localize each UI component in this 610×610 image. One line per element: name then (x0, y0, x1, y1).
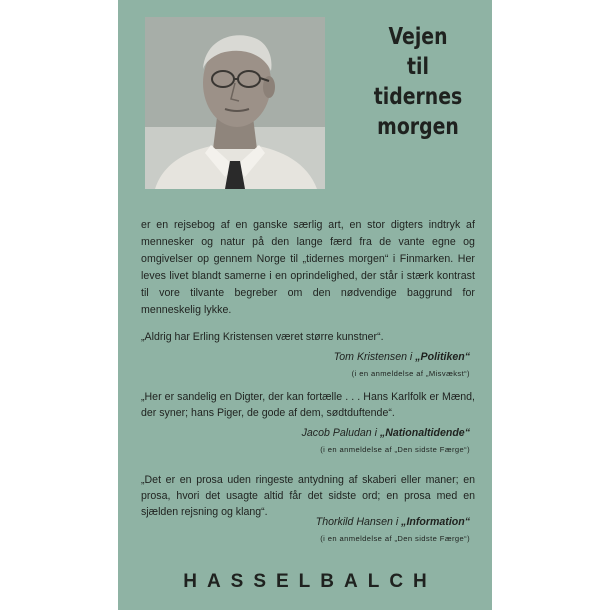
newspaper-name: „Nationaltidende“ (379, 427, 470, 439)
review-source-note: (i en anmeldelse af „Misvækst“) (351, 369, 470, 378)
review-quote: „Her er sandelig en Digter, der kan fortælle . . . Hans Karlfolk er Mænd, der syner; hans Piger, de gode af dem, sødtduftende“. (141, 391, 475, 419)
title-line: til (407, 54, 429, 80)
reviewer-name: Jacob Paludan i (301, 427, 377, 439)
review-attribution (302, 425, 470, 441)
title-line: morgen (377, 114, 459, 140)
review-quote: „Aldrig har Erling Kristensen været større kunstner“. (141, 331, 384, 343)
review-attribution (316, 514, 470, 530)
title-line: Vejen (388, 24, 448, 50)
reviewer-name: Thorkild Hansen i (315, 516, 399, 528)
title-line: tidernes (373, 84, 463, 110)
author-portrait-photo (145, 17, 325, 189)
review-source-note: (i en anmeldelse af „Den sidste Færge“) (320, 445, 470, 454)
review-attribution (334, 349, 470, 365)
review-source-note: (i en anmeldelse af „Den sidste Færge“) (320, 534, 470, 543)
book-back-cover (118, 0, 492, 610)
newspaper-name: „Politiken“ (415, 351, 470, 363)
newspaper-name: „Information“ (401, 516, 470, 528)
book-description: er en rejsebog af en ganske særlig art, en stor digters indtryk af mennesker og natur på den lange færd fra de vante egne og omgivelser op gennem Norge til „tidernes morgen“ i Finmarken. Her leves livet blandt samerne i en oprindelighed, der står i stærk kontrast til vore tilvante begreber om den nødvendige baggrund for menneskelig lykke. (141, 219, 475, 316)
reviewer-name: Tom Kristensen i (333, 351, 413, 363)
publisher-name: HASSELBALCH (183, 571, 437, 592)
review-quote: „Det er en prosa uden ringeste antydning af skaberi eller maner; en prosa, hvori det usagte altid får det sidste ord; en prosa med en sjælden rejsning og klang“. (141, 474, 475, 518)
book-title (369, 22, 467, 142)
